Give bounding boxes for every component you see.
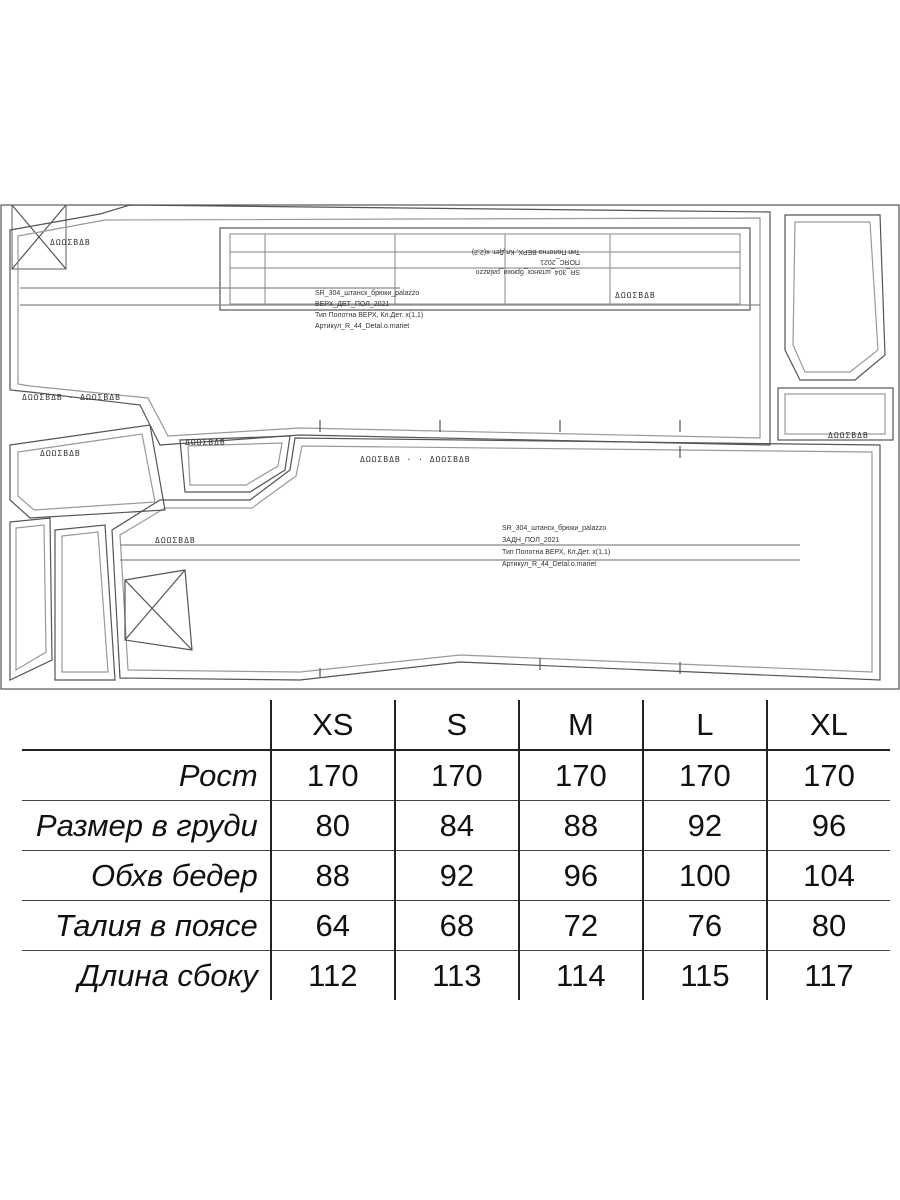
table-cell: 115 <box>643 951 767 1001</box>
svg-text:ΔΩΩΣΒΔΒ: ΔΩΩΣΒΔΒ <box>615 291 656 300</box>
label-main-4: Артикул_R_44_Detal.о.mariet <box>315 323 410 330</box>
table-cell: 117 <box>767 951 890 1001</box>
table-cell: 80 <box>271 801 395 851</box>
table-row <box>22 750 890 801</box>
table-cell: 170 <box>643 750 767 801</box>
table-cell: 96 <box>519 851 643 901</box>
pattern-piece-insert <box>125 570 192 650</box>
label-front-4: Артикул_R_44_Detal.о.mariet <box>502 561 597 568</box>
pattern-piece-pocket <box>785 215 885 380</box>
table-cell: 92 <box>643 801 767 851</box>
svg-text:ΔΩΩΣΒΔΒ · · ΔΩΩΣΒΔΒ: ΔΩΩΣΒΔΒ · · ΔΩΩΣΒΔΒ <box>360 455 471 464</box>
table-cell: 96 <box>767 801 890 851</box>
size-header: XS <box>271 700 395 750</box>
row-label: Рост <box>22 750 271 801</box>
table-cell: 170 <box>271 750 395 801</box>
svg-text:ΔΩΩΣΒΔΒ: ΔΩΩΣΒΔΒ <box>185 438 226 447</box>
table-cell: 88 <box>271 851 395 901</box>
label-main-3: Тип Полотна ВЕРХ, Кл.Дет. х(1,1) <box>315 312 424 319</box>
label-waist-3: Тип Полотна ВЕРХ, Кл.Дет. х(2,2) <box>471 248 580 255</box>
table-cell: 64 <box>271 901 395 951</box>
table-cell: 114 <box>519 951 643 1001</box>
svg-text:ΔΩΩΣΒΔΒ: ΔΩΩΣΒΔΒ <box>155 536 196 545</box>
table-row <box>22 951 890 1001</box>
svg-text:ΔΩΩΣΒΔΒ · ΔΩΩΣΒΔΒ: ΔΩΩΣΒΔΒ · ΔΩΩΣΒΔΒ <box>22 393 121 402</box>
table-cell: 76 <box>643 901 767 951</box>
table-cell: 92 <box>395 851 519 901</box>
table-cell: 100 <box>643 851 767 901</box>
table-row <box>22 851 890 901</box>
size-header-row <box>22 700 890 750</box>
label-front-2: ЗАДН_ПОЛ_2021 <box>502 537 560 544</box>
table-cell: 84 <box>395 801 519 851</box>
table-cell: 113 <box>395 951 519 1001</box>
table-cell: 170 <box>519 750 643 801</box>
size-header: S <box>395 700 519 750</box>
table-cell: 88 <box>519 801 643 851</box>
label-front-3: Тип Полотна ВЕРХ, Кл.Дет. х(1,1) <box>502 549 611 556</box>
table-cell: 170 <box>767 750 890 801</box>
table-cell: 68 <box>395 901 519 951</box>
table-cell: 72 <box>519 901 643 951</box>
size-header: M <box>519 700 643 750</box>
table-cell: 170 <box>395 750 519 801</box>
row-label: Талия в поясе <box>22 901 271 951</box>
label-main-2: ВЕРХ_ДЕТ_ПОЛ_2021 <box>315 301 390 308</box>
pattern-piece-side-pocket <box>10 425 165 518</box>
size-header: XL <box>767 700 890 750</box>
row-label: Длина сбоку <box>77 957 258 993</box>
size-header: L <box>643 700 767 750</box>
row-label: Обхв бедер <box>22 851 271 901</box>
label-waist-1: SR_304_штанск_брюки_palazzo <box>475 268 580 275</box>
svg-text:ΔΩΩΣΒΔΒ: ΔΩΩΣΒΔΒ <box>828 431 869 440</box>
table-cell: 80 <box>767 901 890 951</box>
table-cell: 104 <box>767 851 890 901</box>
table-cell: 112 <box>271 951 395 1001</box>
label-front-1: SR_304_штанск_брюки_palazzo <box>502 525 607 532</box>
pattern-layout <box>0 200 900 690</box>
row-label: Размер в груди <box>22 801 271 851</box>
pattern-piece-facing-2 <box>55 525 115 680</box>
size-chart-table <box>22 700 890 1000</box>
table-row <box>22 901 890 951</box>
header-corner <box>22 700 271 750</box>
pattern-piece-front-leg <box>112 438 880 680</box>
label-main-1: SR_304_штанск_брюки_palazzo <box>315 290 420 297</box>
label-waist-2: ПОЯС_2021 <box>540 258 580 265</box>
svg-text:ΔΩΩΣΒΔΒ: ΔΩΩΣΒΔΒ <box>50 238 91 247</box>
svg-text:ΔΩΩΣΒΔΒ: ΔΩΩΣΒΔΒ <box>40 449 81 458</box>
table-row <box>22 801 890 851</box>
